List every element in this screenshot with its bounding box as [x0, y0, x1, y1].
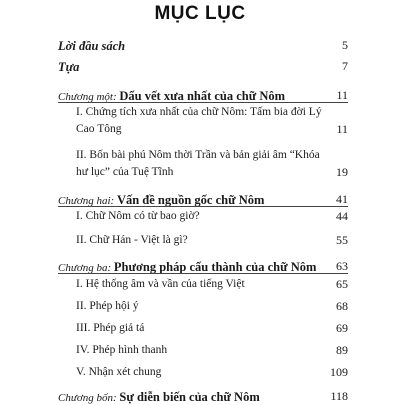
section-title: II. Chữ Hán - Việt là gì? — [76, 234, 188, 246]
toc-page-number: 11 — [336, 88, 348, 102]
section-title: I. Chứng tích xưa nhất của chữ Nôm: Tấm bia đời Lý Cao Tông — [76, 106, 322, 135]
chapter-divider — [58, 206, 348, 207]
toc-page-number: 65 — [336, 277, 348, 291]
toc-section[interactable] — [76, 342, 348, 359]
toc-section[interactable] — [76, 104, 348, 138]
chapter-label: Chương ba: — [58, 262, 114, 274]
toc-section[interactable] — [76, 232, 348, 249]
section-title: IV. Phép hình thanh — [76, 344, 168, 356]
toc-entry-introduction[interactable] — [58, 59, 348, 74]
section-title: II. Phép hội ý — [76, 300, 139, 312]
section-title: I. Hệ thống âm và vần của tiếng Việt — [76, 278, 245, 290]
section-title: III. Phép giả tá — [76, 322, 145, 334]
toc-section[interactable] — [76, 298, 348, 315]
toc-page-number: 69 — [336, 321, 348, 335]
chapter-label: Chương bốn: — [58, 392, 120, 404]
chapter-title: Vấn đề nguồn gốc chữ Nôm — [116, 193, 265, 207]
toc-chapter-4[interactable] — [58, 389, 348, 405]
toc-page-number: 68 — [336, 299, 348, 313]
chapter-divider — [58, 273, 348, 274]
toc-section[interactable] — [76, 364, 348, 381]
toc-entry-label: Lời đầu sách — [58, 39, 126, 53]
toc-page-number: 44 — [336, 209, 348, 223]
toc-page-number: 19 — [336, 165, 348, 179]
chapter-title: Sự diễn biến của chữ Nôm — [119, 390, 260, 404]
toc-entry-label: Tựa — [58, 60, 80, 74]
toc-section[interactable] — [76, 208, 348, 225]
chapter-title: Phương pháp cấu thành của chữ Nôm — [113, 260, 317, 274]
toc-section[interactable] — [76, 147, 348, 181]
toc-page-number: 11 — [336, 122, 348, 136]
section-title: II. Bốn bài phú Nôm thời Trần và bản giải âm “Khóa hư lục” của Tuệ Tĩnh — [76, 149, 320, 178]
chapter-title: Dấu vết xưa nhất của chữ Nôm — [119, 89, 286, 103]
toc-page-number: 118 — [330, 389, 348, 403]
chapter-label: Chương một: — [58, 91, 120, 103]
toc-entry-preface[interactable] — [58, 38, 348, 53]
toc-page-number: 41 — [336, 192, 348, 206]
toc-section[interactable] — [76, 276, 348, 293]
section-title: V. Nhận xét chung — [76, 366, 162, 378]
toc-page-number: 55 — [336, 233, 348, 247]
toc-page-number: 5 — [342, 38, 348, 52]
page-title: MỤC LỤC — [154, 3, 246, 24]
toc-page-number: 7 — [342, 59, 348, 73]
section-title: I. Chữ Nôm có từ bao giờ? — [76, 210, 200, 222]
chapter-divider — [58, 102, 348, 103]
chapter-label: Chương hai: — [58, 195, 117, 207]
toc-page-number: 109 — [330, 365, 348, 379]
toc-page-number: 63 — [336, 259, 348, 273]
toc-section[interactable] — [76, 320, 348, 337]
toc-page-number: 89 — [336, 343, 348, 357]
